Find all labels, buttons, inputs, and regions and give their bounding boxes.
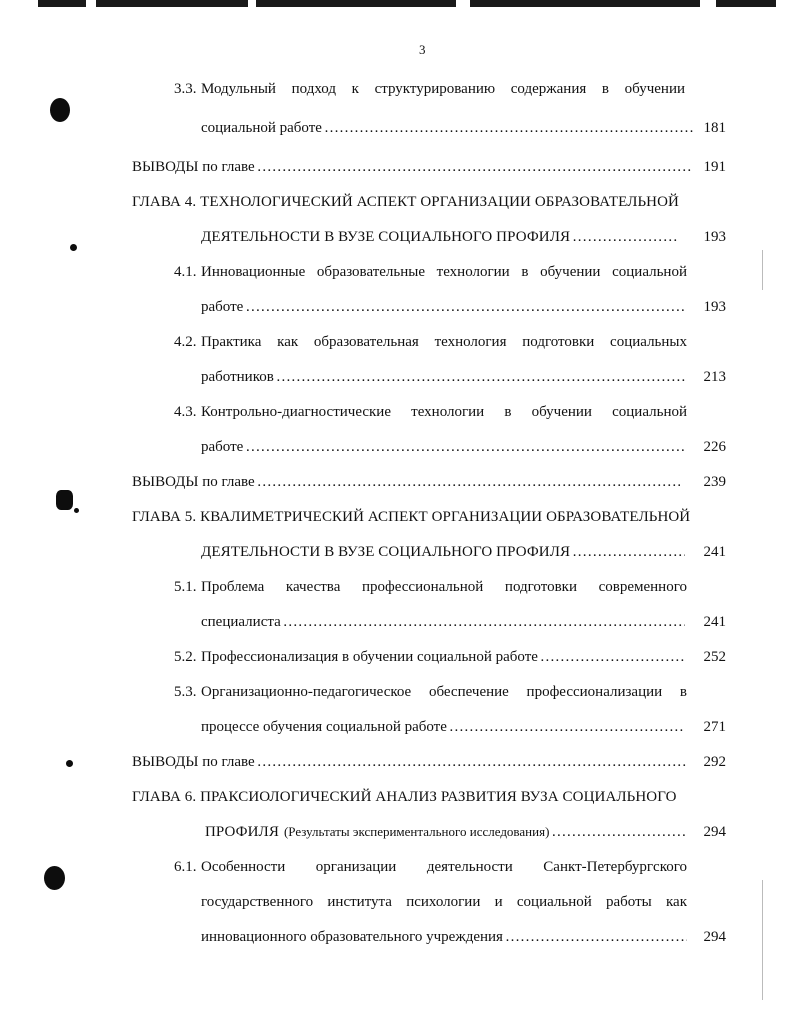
page-ref: 181 [703, 120, 726, 136]
toc-entry-leader [201, 436, 685, 458]
toc-entry-text: работе [201, 439, 244, 455]
margin-rule [762, 880, 763, 1000]
punch-hole-mark [50, 98, 70, 122]
section-number: 3.3. [174, 81, 197, 97]
section-number: 4.1. [174, 264, 197, 280]
toc-entry-leader [201, 226, 678, 248]
chapter-heading: ДЕЯТЕЛЬНОСТИ В ВУЗЕ СОЦИАЛЬНОГО ПРОФИЛЯ [201, 544, 571, 560]
ink-dot [66, 760, 73, 767]
scan-edge-mark [470, 0, 700, 7]
toc-entry-text: Модульный подход к структурированию содержания в обучении [201, 81, 685, 97]
section-number: 5.1. [174, 579, 197, 595]
toc-entry-leader [132, 156, 693, 178]
section-number: 4.3. [174, 404, 197, 420]
toc-entry-leader [201, 296, 685, 318]
page-ref: 213 [703, 369, 726, 385]
page-ref: 252 [703, 649, 726, 665]
toc-entry-leader [201, 117, 693, 139]
toc-entry-text: Контрольно-диагностические технологии в обучении социальной [201, 404, 687, 420]
section-number: 4.2. [174, 334, 197, 350]
toc-entry-text: Практика как образовательная технология подготовки социальных [201, 334, 687, 350]
toc-entry-leader [205, 821, 685, 843]
punch-hole-mark [44, 866, 65, 890]
scan-edge-mark [96, 0, 248, 7]
scan-edge-mark [256, 0, 456, 7]
chapter-heading: ГЛАВА 5. КВАЛИМЕТРИЧЕСКИЙ АСПЕКТ ОРГАНИЗАЦИИ ОБРАЗОВАТЕЛЬНОЙ [132, 509, 691, 525]
page-ref: 292 [703, 754, 726, 770]
toc-entry-text: Профессионализация в обучении социальной работе [201, 649, 538, 665]
page-ref: 294 [703, 824, 726, 840]
toc-entry-leader [201, 646, 685, 668]
toc-conclusions-label: ВЫВОДЫ по главе [132, 474, 255, 490]
toc-entry-leader [132, 751, 688, 773]
toc-entry-text: инновационного образовательного учреждения [201, 929, 503, 945]
chapter-heading: ПРОФИЛЯ [205, 824, 279, 840]
toc-entry-text: Особенности организации деятельности Санкт-Петербургского [201, 859, 687, 875]
toc-entry-leader [132, 471, 680, 493]
toc-entry-text: социальной работе [201, 120, 322, 136]
section-number: 5.3. [174, 684, 197, 700]
toc-conclusions-label: ВЫВОДЫ по главе [132, 754, 255, 770]
page-ref: 241 [703, 544, 726, 560]
toc-entry-leader [201, 926, 687, 948]
punch-hole-mark [56, 490, 73, 510]
toc-entry-text: работников [201, 369, 274, 385]
toc-entry-text: государственного института психологии и социальной работы как [201, 894, 687, 910]
toc-entry-text: работе [201, 299, 244, 315]
ink-dot [70, 244, 77, 251]
page-ref: 239 [703, 474, 726, 490]
scan-edge-mark [716, 0, 776, 7]
toc-entry-leader [201, 716, 685, 738]
toc-entry-text: Проблема качества профессиональной подготовки современного [201, 579, 687, 595]
toc-entry-leader [201, 366, 685, 388]
toc-entry-text: процессе обучения социальной работе [201, 719, 447, 735]
chapter-heading: ГЛАВА 4. ТЕХНОЛОГИЧЕСКИЙ АСПЕКТ ОРГАНИЗАЦИИ ОБРАЗОВАТЕЛЬНОЙ [132, 194, 679, 210]
page-ref: 193 [703, 229, 726, 245]
toc-entry-leader [201, 611, 685, 633]
toc-entry-leader [201, 541, 685, 563]
ink-dot [74, 508, 79, 513]
scan-edge-mark [38, 0, 86, 7]
chapter-subtitle: (Результаты экспериментального исследования) [283, 824, 550, 839]
page-ref: 271 [703, 719, 726, 735]
page-ref: 226 [703, 439, 726, 455]
chapter-heading: ГЛАВА 6. ПРАКСИОЛОГИЧЕСКИЙ АНАЛИЗ РАЗВИТИЯ ВУЗА СОЦИАЛЬНОГО [132, 789, 677, 805]
chapter-heading: ДЕЯТЕЛЬНОСТИ В ВУЗЕ СОЦИАЛЬНОГО ПРОФИЛЯ [201, 229, 571, 245]
page-ref: 191 [703, 159, 726, 175]
page-ref: 241 [703, 614, 726, 630]
toc-conclusions-label: ВЫВОДЫ по главе [132, 159, 255, 175]
page-number: 3 [419, 42, 426, 57]
page-ref: 193 [703, 299, 726, 315]
section-number: 5.2. [174, 649, 197, 665]
section-number: 6.1. [174, 859, 197, 875]
toc-entry-text: специалиста [201, 614, 281, 630]
page-ref: 294 [703, 929, 726, 945]
margin-rule [762, 250, 763, 290]
toc-entry-text: Организационно-педагогическое обеспечение профессионализации в [201, 684, 687, 700]
toc-entry-text: Инновационные образовательные технологии в обучении социальной [201, 264, 687, 280]
